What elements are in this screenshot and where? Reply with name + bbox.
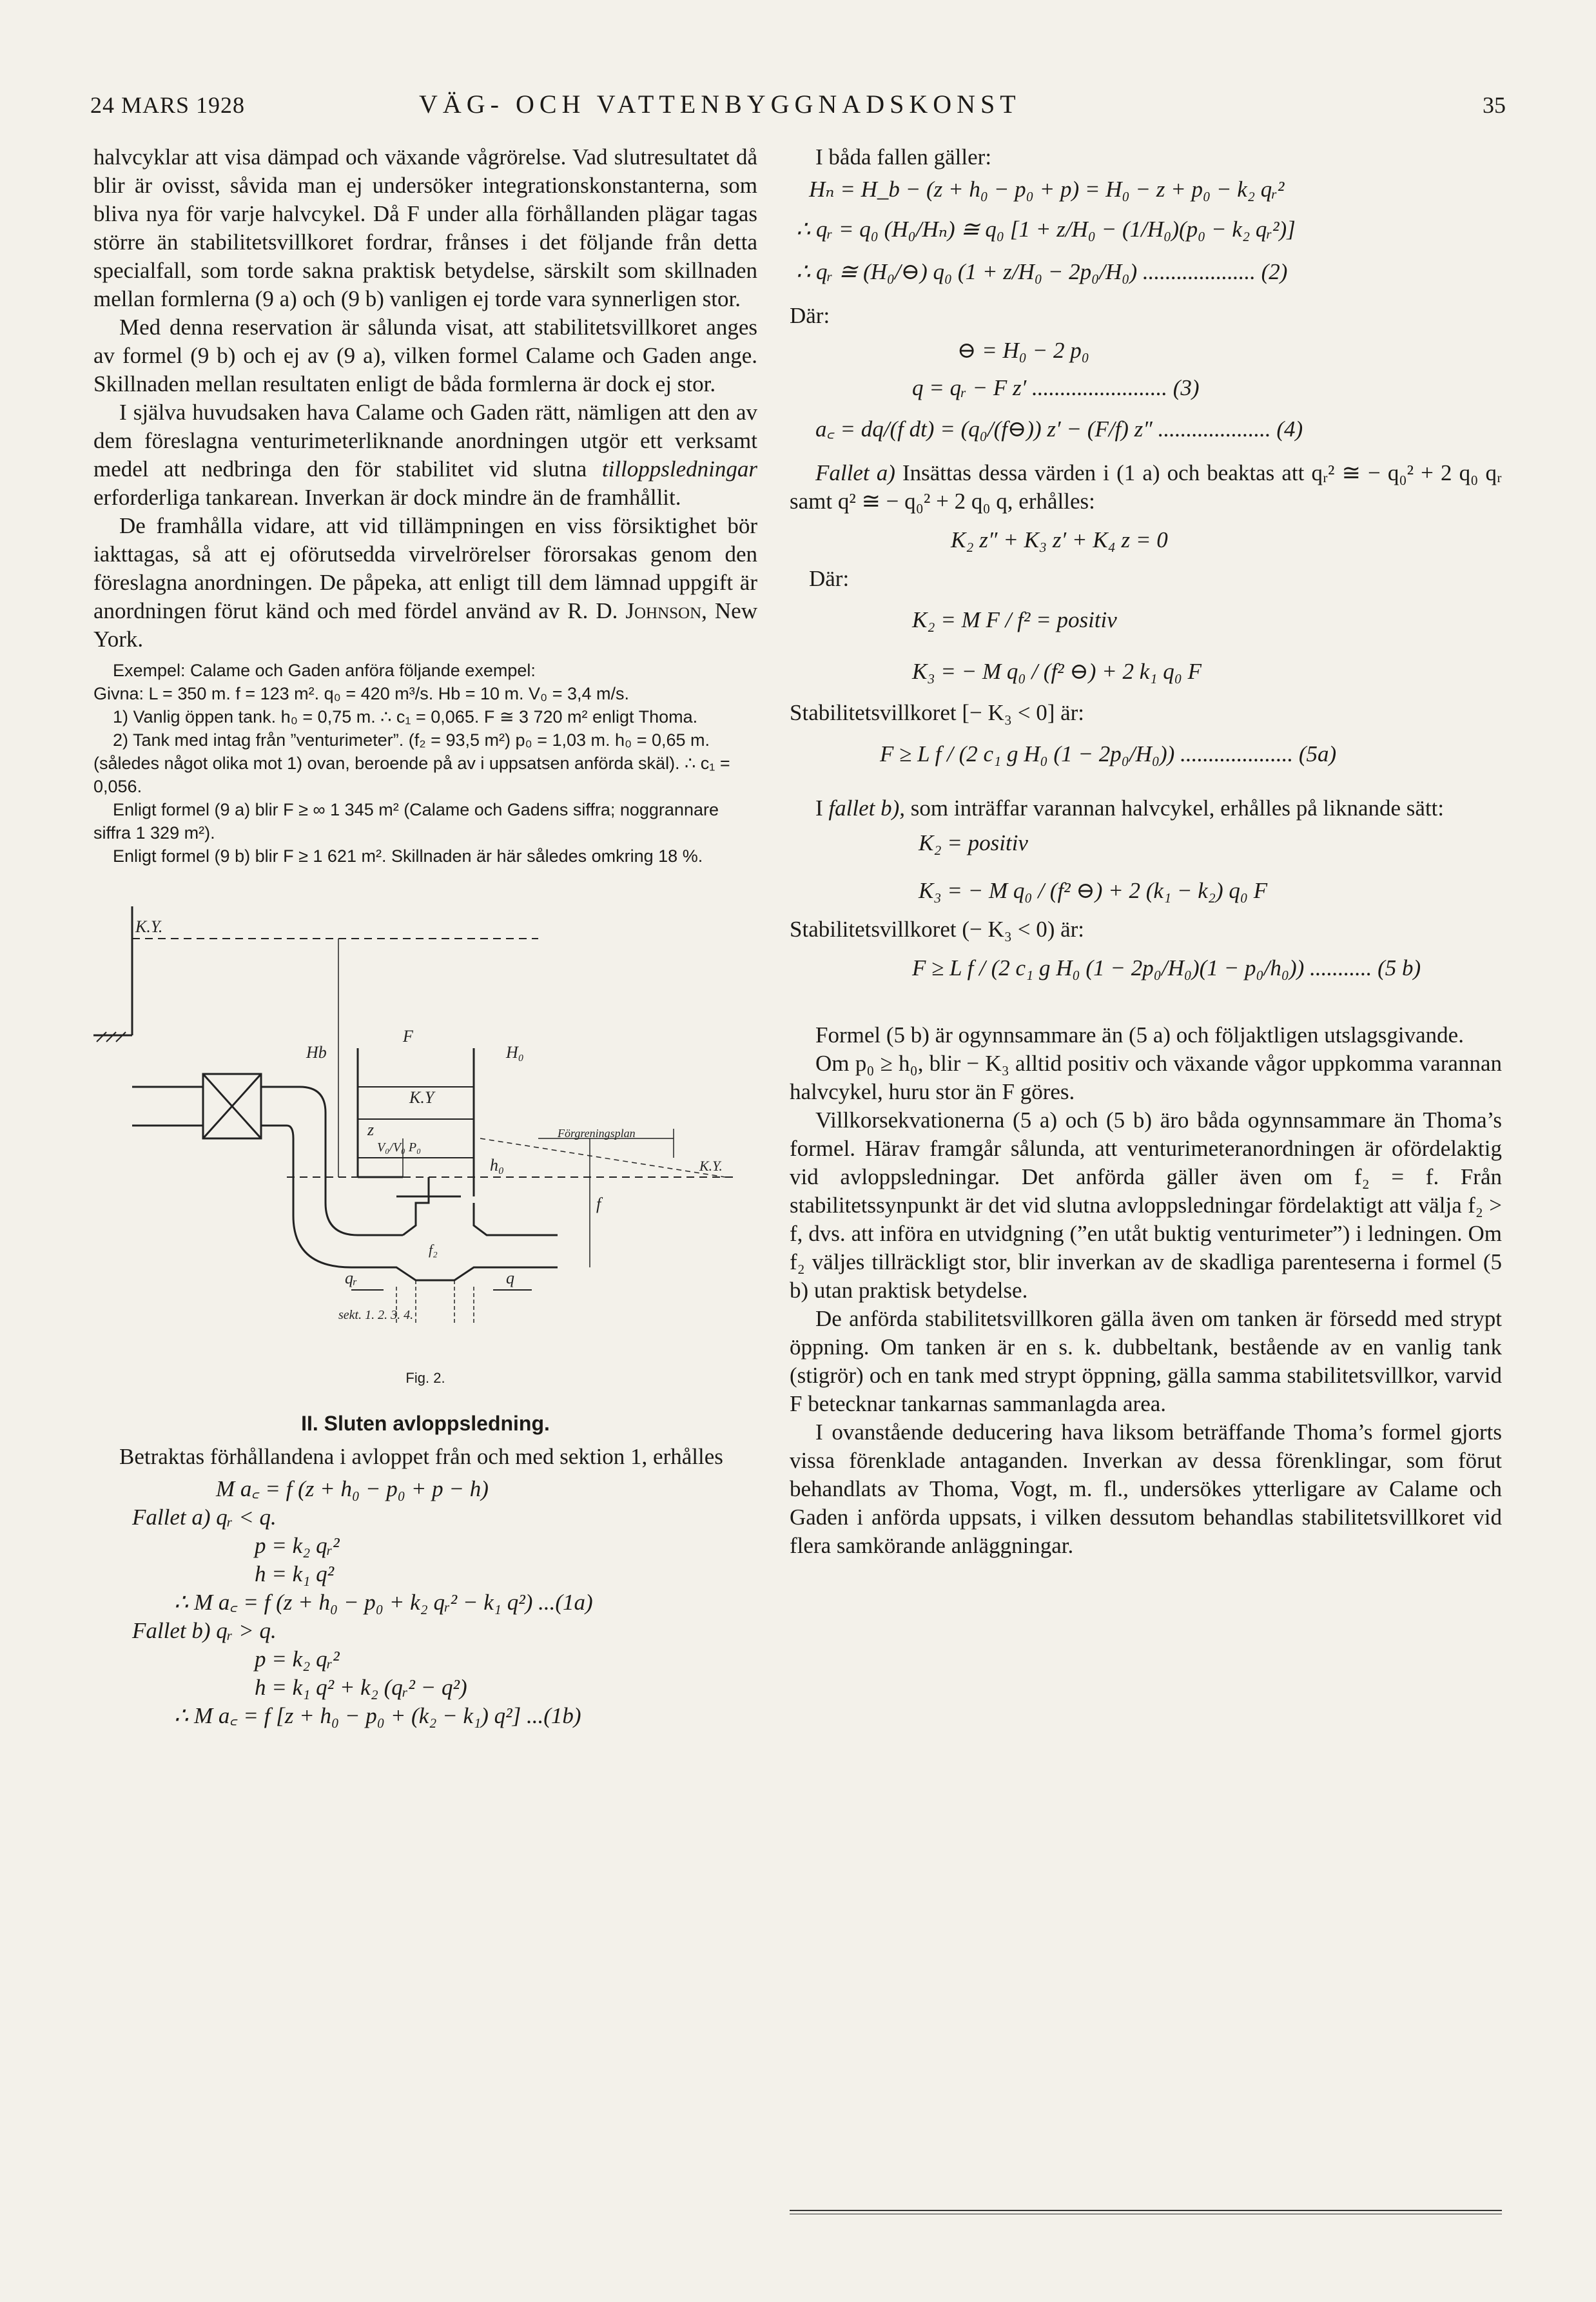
equation: h = k₁ q² + k₂ (qᵣ² − q²) [255, 1675, 467, 1700]
paragraph: I fallet b), som inträffar varannan halvcykel, erhålles på liknande sätt: [815, 795, 1445, 821]
equation: ∴ M a꜀ = f [z + h₀ − p₀ + (k₂ − k₁) q²] ...(1b) [174, 1703, 581, 1728]
example-line: 1) Vanlig öppen tank. h₀ = 0,75 m. ∴ c₁ = 0,065. F ≅ 3 720 m² enligt Thoma. [113, 707, 698, 727]
paragraph: I själva huvudsaken hava Calame och Gaden rätt, nämligen att den av dem föreslagna venturimeterliknande anordningen utgör ett verksamt medel att nedbringa den för stabilitet vid slutna tilloppsledningar erforderliga tankarean. Inverkan är dock mindre än de framhållit. [93, 400, 757, 510]
fig-label: Förgreningsplan [558, 1127, 636, 1140]
equation: M a꜀ = f (z + h₀ − p₀ + p − h) [216, 1476, 489, 1501]
equation: K₂ = M F / f² = positiv [912, 607, 1117, 632]
fig-label: K.Y. [699, 1158, 723, 1174]
fig-label: K.Y [409, 1088, 434, 1107]
column-end-rule [790, 2210, 1502, 2211]
example-line: Exempel: Calame och Gaden anföra följande exempel: [113, 661, 536, 680]
equation: Fallet b) qᵣ > q. [132, 1618, 277, 1643]
equation: p = k₂ qᵣ² [255, 1533, 340, 1558]
tank-diagram [93, 893, 757, 1364]
equation: K₃ = − M q₀ / (f² ⊖) + 2 (k₁ − k₂) q₀ F [919, 878, 1268, 903]
paragraph: I ovanstående deducering hava liksom beträffande Thoma’s formel gjorts vissa förenklade antaganden. Inverkan av dessa förenklingar, som förut behandlats av Thoma, Vogt, m. fl., undersökes ytterligare av Calame och Gaden i anförda uppsats, i vilken dessutom behandlas stabilitetsvillkoret vid flera samkörande anläggningar. [790, 1419, 1502, 1558]
fig-label: h₀ [490, 1156, 505, 1175]
fig-label: qᵣ [345, 1269, 358, 1287]
label: Där: [790, 303, 830, 328]
example-line: 2) Tank med intag från ”venturimeter”. (f₂ = 93,5 m²) p₀ = 1,03 m. h₀ = 0,65 m. (således något olika mot 1) ovan, beroende på av i uppsatsen anförda skäl). ∴ c₁ = 0,056. [93, 730, 730, 796]
fig-label: H₀ [506, 1043, 524, 1062]
page-header [90, 89, 1506, 121]
fig-label: F [403, 1027, 413, 1046]
paragraph: Stabilitetsvillkoret (− K₃ < 0) är: [790, 917, 1085, 942]
paragraph: Med denna reservation är sålunda visat, att stabilitetsvillkoret anges av formel (9 b) och ej av (9 a), vilken formel Calame och Gaden ange. Skillnaden mellan resultaten enligt de båda formlerna är dock ej stor. [93, 315, 757, 396]
paragraph: Betraktas förhållandena i avloppet från och med sektion 1, erhålles [119, 1444, 723, 1469]
section-heading: II. Sluten avloppsledning. [301, 1412, 550, 1435]
example-block [93, 659, 757, 868]
label: Där: [809, 566, 850, 591]
equation: ⊖ = H₀ − 2 p₀ [957, 338, 1089, 363]
equation: h = k₁ q² [255, 1561, 335, 1586]
equation: Fallet a) qᵣ < q. [132, 1505, 277, 1530]
equations-1 [93, 1475, 757, 1730]
fig-label: Hb [306, 1043, 327, 1062]
paragraph: Om p₀ ≥ h₀, blir − K₃ alltid positiv och växande vågor uppkomma varannan halvcykel, huru stor än F göres. [790, 1051, 1502, 1104]
equation: ∴ qᵣ = q₀ (H₀/Hₙ) ≅ q₀ [1 + z/H₀ − (1/H₀)(p₀ − k₂ qᵣ²)] [796, 217, 1296, 242]
fig-label: z [367, 1120, 375, 1139]
equation: K₂ = positiv [919, 830, 1028, 855]
figure-2 [93, 893, 757, 1390]
paragraph: Formel (5 b) är ogynnsammare än (5 a) och följaktligen utslagsgivande. [815, 1022, 1464, 1048]
paragraph: De framhålla vidare, att vid tillämpningen en viss försiktighet bör iakttagas, så att ej oförutsedda virvelrörelser förorsakas genom den föreslagna anordningen. De påpeka, att enligt till dem lämnad uppgift är anordningen förut känd och med fördel använd av R. D. Johnson, New York. [93, 513, 757, 652]
paragraph: I båda fallen gäller: [815, 144, 992, 170]
paragraph: Stabilitetsvillkoret [− K₃ < 0] är: [790, 700, 1085, 725]
fig-label: sekt. 1. 2. 3. 4. [338, 1308, 414, 1322]
equation: F ≥ L f / (2 c₁ g H₀ (1 − 2p₀/H₀)) .................... (5a) [880, 741, 1337, 766]
equation: a꜀ = dq/(f dt) = (q₀/(f⊖)) z′ − (F/f) z″ .................... (4) [815, 416, 1303, 442]
figure-caption: Fig. 2. [405, 1370, 445, 1386]
fig-label: f₂ [429, 1242, 438, 1258]
left-column [93, 143, 757, 1730]
equation: F ≥ L f / (2 c₁ g H₀ (1 − 2p₀/H₀)(1 − p₀/h₀)) ........... (5 b) [912, 955, 1421, 980]
example-line: Enligt formel (9 b) blir F ≥ 1 621 m². Skillnaden är här således omkring 18 %. [113, 846, 703, 866]
example-line: Enligt formel (9 a) blir F ≥ ∞ 1 345 m² (Calame och Gadens siffra; noggrannare siffra 1 329 m²). [93, 800, 719, 843]
equation: K₂ z″ + K₃ z′ + K₄ z = 0 [951, 527, 1168, 552]
fig-label: f [596, 1195, 601, 1213]
fig-label: q [506, 1269, 514, 1287]
example-line: Givna: L = 350 m. f = 123 m². q₀ = 420 m³/s. Hb = 10 m. V₀ = 3,4 m/s. [93, 684, 630, 703]
equation: p = k₂ qᵣ² [255, 1646, 340, 1672]
equation: q = qᵣ − F z′ ........................ (3) [912, 375, 1200, 400]
equation: Hₙ = H_b − (z + h₀ − p₀ + p) = H₀ − z + p₀ − k₂ qᵣ² [809, 177, 1285, 202]
right-column [790, 143, 1502, 1560]
paragraph: Fallet a) Insättas dessa värden i (1 a) och beaktas att qᵣ² ≅ − q₀² + 2 q₀ qᵣ samt q² ≅ − q₀² + 2 q₀ q, erhålles: [790, 460, 1502, 514]
fig-label: K.Y. [135, 917, 163, 936]
fig-label: V₀/V₀ P₀ [377, 1140, 422, 1155]
equation: ∴ qᵣ ≅ (H₀/⊖) q₀ (1 + z/H₀ − 2p₀/H₀) .................... (2) [796, 259, 1288, 284]
issue-date: 24 MARS 1928 [90, 92, 246, 118]
journal-title: VÄG- OCH VATTENBYGGNADSKONST [419, 90, 1021, 119]
equation: K₃ = − M q₀ / (f² ⊖) + 2 k₁ q₀ F [912, 659, 1202, 684]
paragraph: De anförda stabilitetsvillkoren gälla även om tanken är försedd med strypt öppning. Om tanken är en s. k. dubbeltank, bestående av en vanlig tank (stigrör) och en tank med strypt öppning, gälla samma stabilitetsvillkor, varvid F betecknar tankarnas sammanlagda area. [790, 1306, 1502, 1416]
page-number: 35 [1483, 92, 1506, 118]
equation: ∴ M a꜀ = f (z + h₀ − p₀ + k₂ qᵣ² − k₁ q²) ...(1a) [174, 1590, 593, 1615]
paragraph: halvcyklar att visa dämpad och växande vågrörelse. Vad slutresultatet då blir är ovisst, såvida man ej undersöker integrationskonstanterna, som bliva nya för varje halvcykel. Då F under alla förhållanden plägar tagas större än stabilitetsvillkoret fordrar, frånses i det följande från detta specialfall, som torde sakna praktisk betydelse, särskilt som skillnaden mellan formlerna (9 a) och (9 b) vanligen ej torde vara synnerligen stor. [93, 144, 757, 311]
paragraph: Villkorsekvationerna (5 a) och (5 b) äro båda ogynnsammare än Thoma’s formel. Härav framgår sålunda, att venturimeteranordningen är ofördelaktig vid avloppsledningar. Det anförda gäller även om f₂ = f. Från stabilitetssynpunkt är det vid slutna avloppsledningar fördelaktigt att välja f₂ > f, dvs. att införa en utvidgning (”en utåt buktig venturimeter”) i ledningen. Om f₂ väljes tillräckligt stor, blir inverkan av de skadliga parenteserna i formel (5 b) utan praktisk betydelse. [790, 1107, 1502, 1303]
